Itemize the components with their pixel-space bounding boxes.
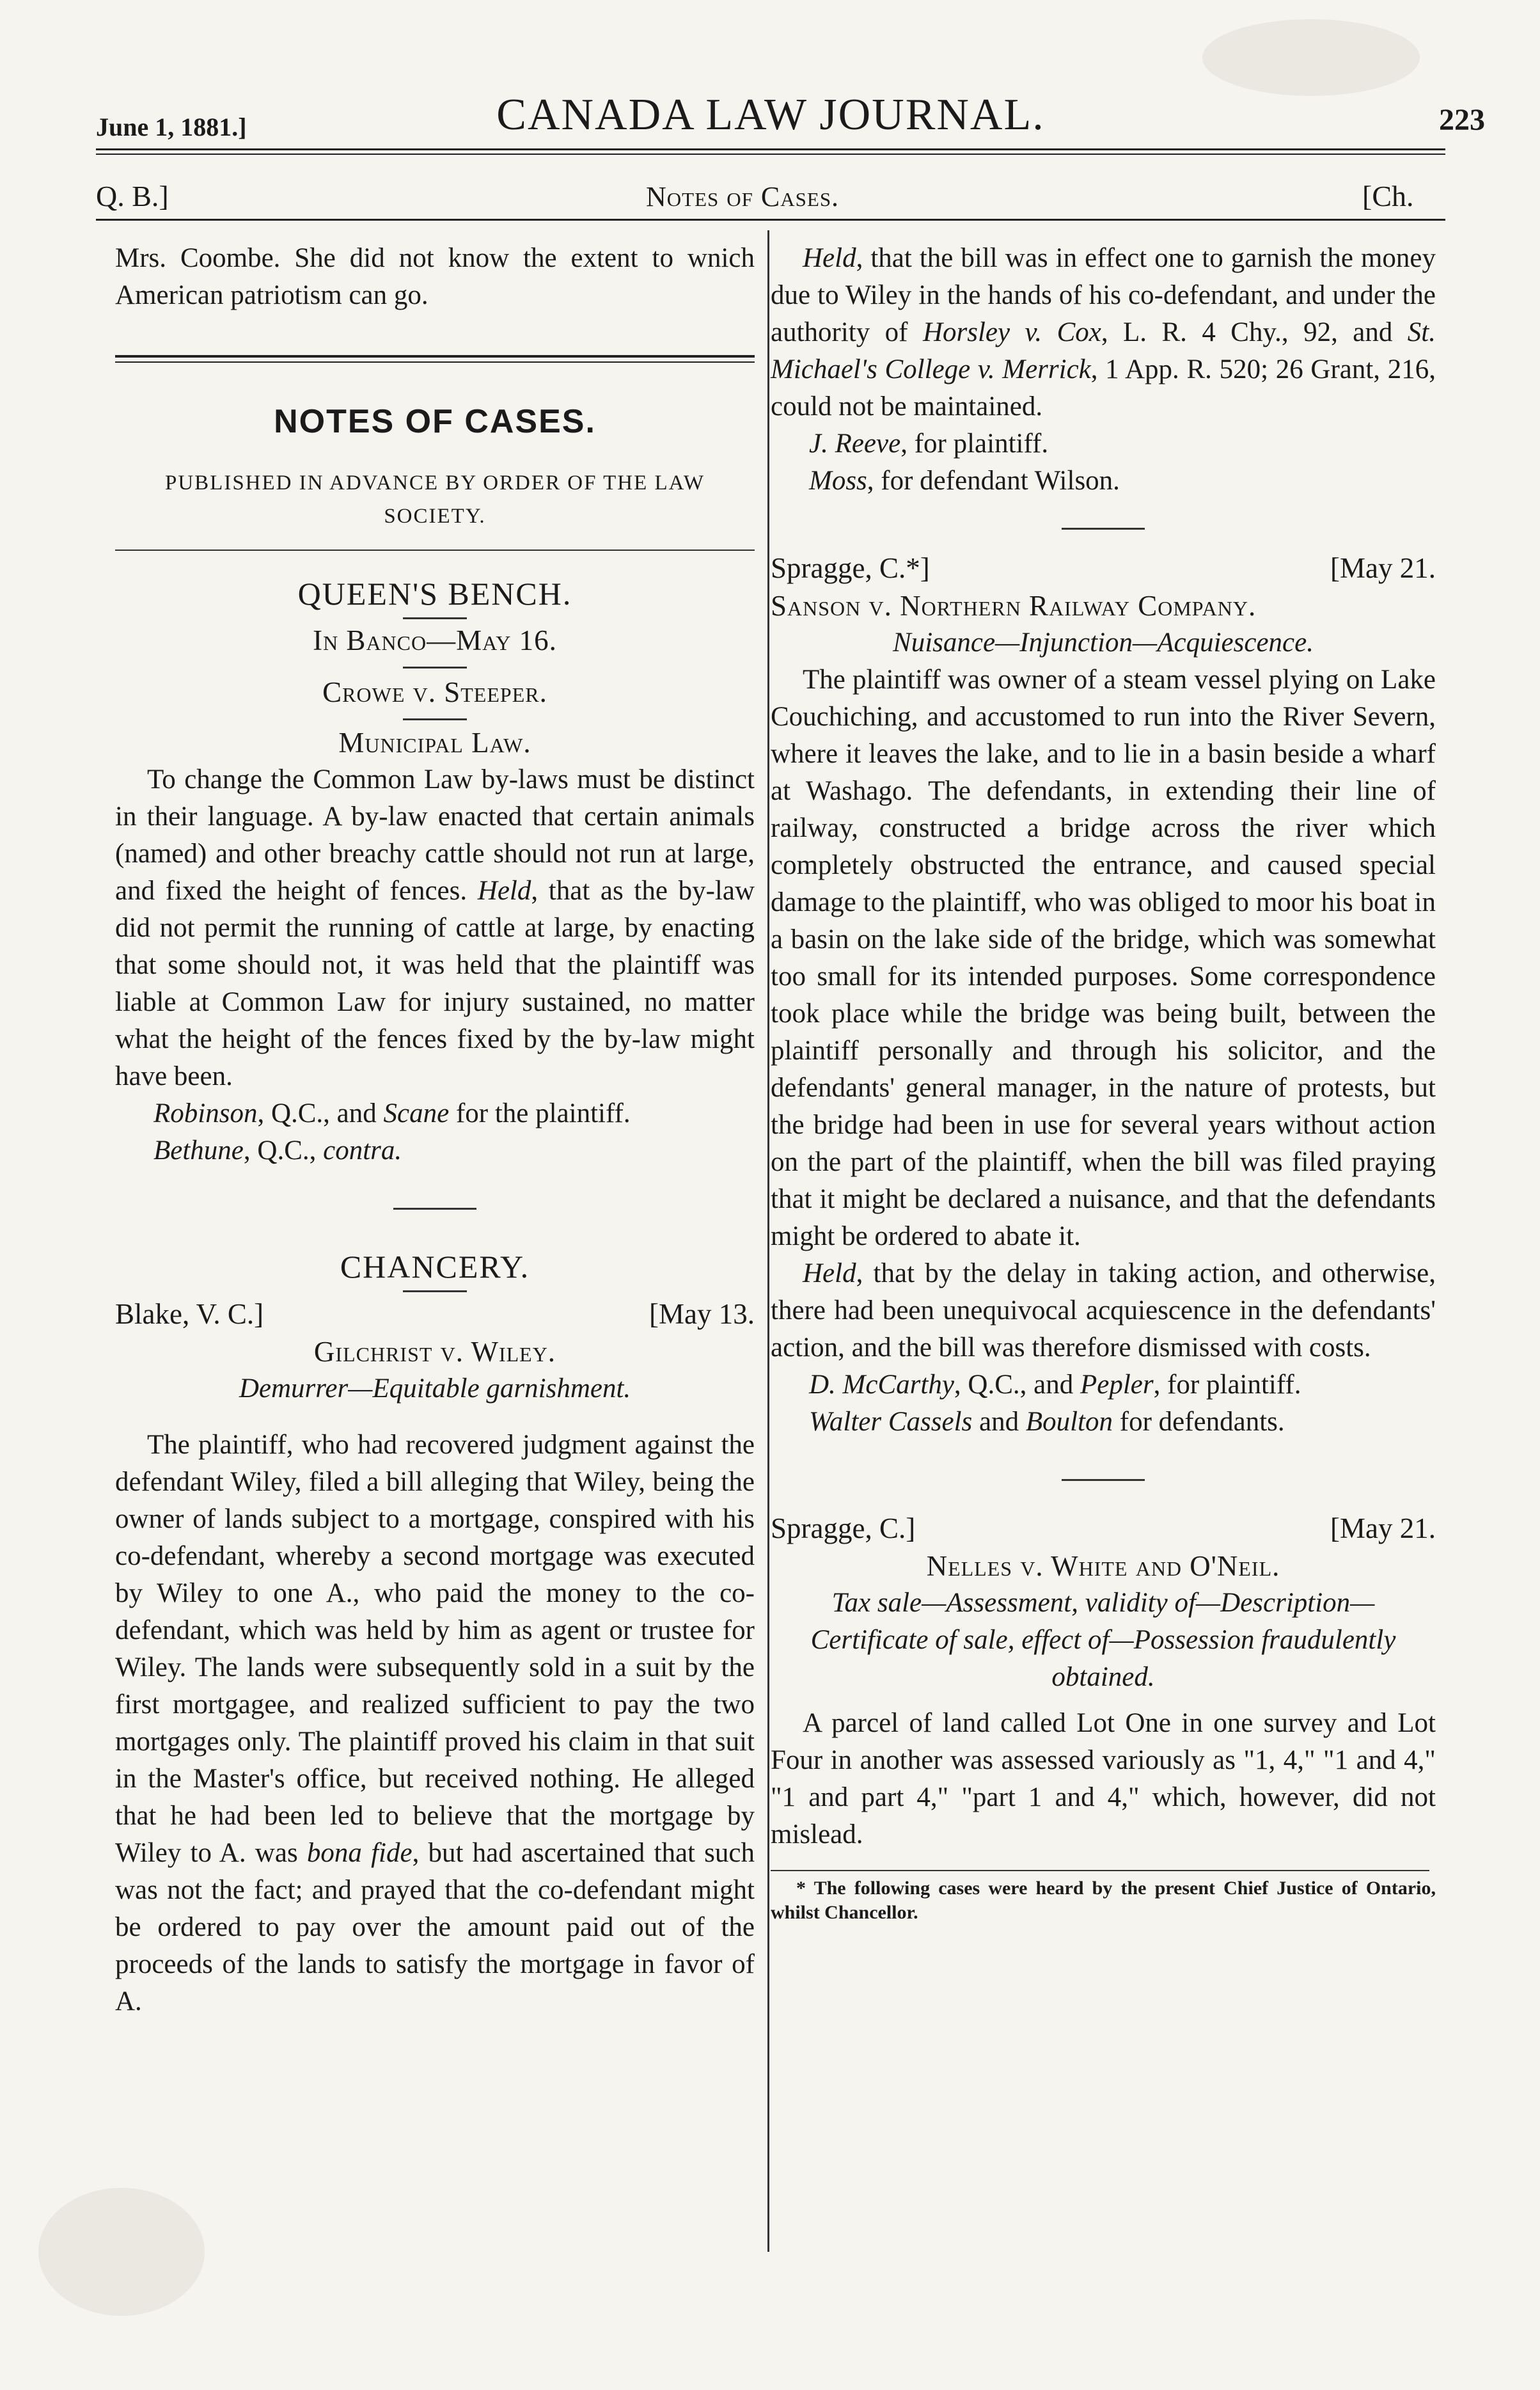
page-number: 223 bbox=[1439, 103, 1485, 137]
case-date: [May 21. bbox=[1330, 1512, 1436, 1544]
gilchrist-counsel-defendant bbox=[771, 463, 1436, 500]
judge-name: Spragge, C.] bbox=[771, 1512, 916, 1544]
judge-row-spragge bbox=[771, 549, 1436, 587]
held-text: , L. R. 4 Chy., 92, and bbox=[1101, 317, 1408, 347]
case-date: [May 21. bbox=[1330, 552, 1436, 584]
short-rule bbox=[403, 667, 467, 669]
held-label: Held bbox=[803, 1258, 856, 1288]
subject-demurrer: Demurrer—Equitable garnishment. bbox=[239, 1373, 631, 1404]
held-text: , that by the delay in taking action, and otherwise, there had been unequivocal acquiescence in the defendants' action, and the bill was therefore dismissed with costs. bbox=[771, 1258, 1436, 1363]
journal-title: CANADA LAW JOURNAL. bbox=[496, 90, 1045, 139]
counsel-name: Walter Cassels bbox=[809, 1407, 973, 1437]
case-title-sanson: Sanson v. Northern Railway Company. bbox=[771, 590, 1257, 622]
counsel-text: for the plaintiff. bbox=[449, 1098, 631, 1128]
gilchrist-body-2: , but had ascertained that such was not the fact; and prayed that the co-defendant might be ordered to pay over the amount paid out of the proceeds of the lands to satisfy the mortgage in favor of A. bbox=[115, 1838, 755, 2016]
sanson-counsel-plaintiff bbox=[771, 1366, 1436, 1404]
gilchrist-held bbox=[771, 240, 1436, 425]
held-label: Held bbox=[477, 876, 531, 906]
counsel-name: Moss bbox=[809, 466, 867, 496]
judge-row-spragge-2 bbox=[771, 1509, 1436, 1547]
held-label: Held bbox=[803, 243, 856, 273]
subheader-rule bbox=[96, 219, 1445, 221]
counsel-text: for defendants. bbox=[1113, 1407, 1285, 1437]
left-column bbox=[115, 240, 755, 2020]
sanson-counsel-defendants bbox=[771, 1404, 1436, 1441]
case-date: [May 13. bbox=[649, 1298, 755, 1330]
sanson-case-body: The plaintiff was owner of a steam vessel plying on Lake Couchiching, and accustomed to run into the River Severn, where it leaves the lake, and to lie in a basin beside a wharf at Washago. The defendants, in extending their line of railway, constructed a bridge across the river which completely obstructed the entrance, and caused special damage to the plaintiff, who was obliged to moor his boat in a basin on the lake side of the bridge, which was somewhat too small for its intended purposes. Some correspondence took place while the bridge was being built, between the plaintiff personally and through his solicitor, and the defendants' general manager, in the nature of protests, but the bridge had been in use for several years without action on the part of the plaintiff, when the bill was filed praying that it might be declared a nuisance, and that the defendants might be ordered to abate it. bbox=[771, 665, 1436, 1251]
published-note: PUBLISHED IN ADVANCE BY ORDER OF THE LAW SOCIETY. bbox=[164, 471, 705, 528]
crowe-counsel-contra bbox=[115, 1132, 755, 1169]
gilchrist-counsel-plaintiff bbox=[771, 425, 1436, 463]
case-citation: Horsley v. Cox bbox=[922, 317, 1101, 347]
case-citation: St. Michael's College v. Merrick bbox=[771, 317, 1436, 384]
subject-nuisance: Nuisance—Injunction—Acquiescence. bbox=[893, 628, 1314, 658]
gilchrist-body-1: The plaintiff, who had recovered judgment against the defendant Wiley, filed a bill alleging that Wiley, being the owner of lands subject to a mortgage, conspired with his co-defendant, whereby a second mortgage was executed by Wiley to one A., who paid the money to the co-defendant, which was held by him as agent or trustee for Wiley. The lands were subsequently sold in a suit by the first mortgagee, and realized sufficient to pay the two mortgages only. The plaintiff proved his claim in that suit in the Master's office, but received nothing. He alleged that he had been led to believe that the mortgage by Wiley to A. was bbox=[115, 1430, 755, 1868]
counsel-name: Bethune bbox=[153, 1136, 244, 1166]
counsel-name: Scane bbox=[383, 1098, 450, 1128]
crowe-body-1: To change the Common Law by-laws must be distinct in their language. A by-law enacted that certain animals (named) and other breachy cattle should not run at large, and fixed the height of fences. bbox=[115, 764, 755, 906]
short-rule bbox=[403, 1290, 467, 1292]
sanson-held bbox=[771, 1255, 1436, 1366]
header-rule bbox=[96, 154, 1445, 155]
counsel-text: , for plaintiff. bbox=[900, 429, 1049, 459]
counsel-name: D. McCarthy bbox=[809, 1370, 954, 1400]
intro-paragraph: Mrs. Coombe. She did not know the extent to wnich American patriotism can go. bbox=[115, 243, 755, 310]
held-text: , 1 App. R. 520; 26 Grant, 216, could not be maintained. bbox=[771, 354, 1436, 422]
paper-stain bbox=[1202, 19, 1420, 96]
crowe-case-body bbox=[115, 761, 755, 1095]
counsel-name: Boulton bbox=[1025, 1407, 1113, 1437]
case-title-nelles: Nelles v. White and O'Neil. bbox=[926, 1550, 1280, 1582]
case-title-crowe: Crowe v. Steeper. bbox=[322, 676, 547, 708]
counsel-text: , Q.C., and bbox=[954, 1370, 1080, 1400]
counsel-text: and bbox=[972, 1407, 1026, 1437]
counsel-name: Robinson bbox=[153, 1098, 258, 1128]
bona-fide: bona fide bbox=[306, 1838, 412, 1868]
counsel-text: , Q.C., bbox=[243, 1136, 324, 1166]
short-rule bbox=[403, 718, 467, 720]
right-column bbox=[771, 240, 1436, 1925]
sitting-line: In Banco—May 16. bbox=[313, 624, 557, 656]
court-heading-queens-bench: QUEEN'S BENCH. bbox=[297, 576, 572, 612]
column-divider bbox=[767, 230, 769, 2252]
crowe-counsel-plaintiff bbox=[115, 1095, 755, 1132]
paper-stain bbox=[38, 2188, 205, 2316]
counsel-text: , Q.C., and bbox=[257, 1098, 384, 1128]
header-rule bbox=[96, 148, 1445, 150]
counsel-text: contra. bbox=[323, 1136, 402, 1166]
court-heading-chancery: CHANCERY. bbox=[340, 1249, 530, 1285]
issue-date: June 1, 1881.] bbox=[96, 113, 247, 141]
crowe-body-2: , that as the by-law did not permit the running of cattle at large, by enacting that some should not, it was held that the plaintiff was liable at Common Law for injury sustained, no matter what the height of the fences fixed by the by-law might have been. bbox=[115, 876, 755, 1091]
running-court-left: Q. B.] bbox=[96, 180, 169, 212]
counsel-name: J. Reeve bbox=[809, 429, 901, 459]
subject-tax-sale: Tax sale—Assessment, validity of—Description—Certificate of sale, effect of—Possession fraudulently obtained. bbox=[810, 1588, 1396, 1692]
footnote: * The following cases were heard by the present Chief Justice of Ontario, whilst Chancellor. bbox=[771, 1878, 1436, 1923]
notes-of-cases-heading: NOTES OF CASES. bbox=[274, 403, 596, 440]
gilchrist-case-body bbox=[115, 1427, 755, 2020]
counsel-name: Pepler bbox=[1080, 1370, 1154, 1400]
counsel-text: , for defendant Wilson. bbox=[867, 466, 1120, 496]
nelles-case-body: A parcel of land called Lot One in one survey and Lot Four in another was assessed variously as "1, 4," "1 and 4," "1 and part 4," "part 1 and 4," which, however, did not mislead. bbox=[771, 1708, 1436, 1849]
case-title-gilchrist: Gilchrist v. Wiley. bbox=[313, 1336, 556, 1368]
running-court-right: [Ch. bbox=[1362, 180, 1414, 212]
short-rule bbox=[403, 617, 467, 619]
subject-municipal-law: Municipal Law. bbox=[338, 727, 531, 759]
judge-name: Spragge, C.*] bbox=[771, 552, 930, 584]
counsel-text: , for plaintiff. bbox=[1153, 1370, 1301, 1400]
judge-name: Blake, V. C.] bbox=[115, 1298, 264, 1330]
held-text: , that the bill was in effect one to garnish the money due to Wiley in the hands of his co-defendant, and under the authority of bbox=[771, 243, 1436, 347]
judge-row-blake bbox=[115, 1295, 755, 1333]
running-section-title: Notes of Cases. bbox=[646, 181, 840, 212]
